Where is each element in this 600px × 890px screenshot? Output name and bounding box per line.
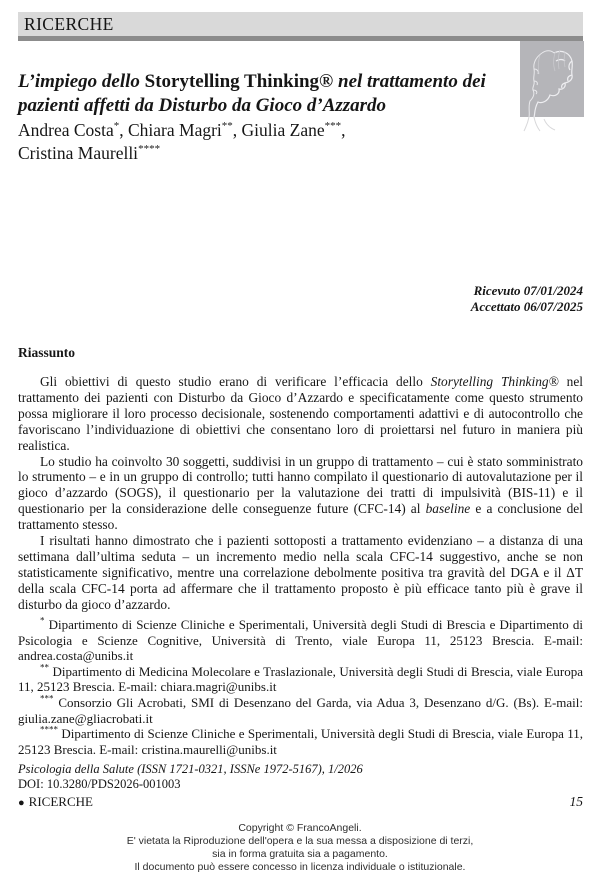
footnote-text: Dipartimento di Medicina Molecolare e Traslazionale, Università degli Studi di Brescia, viale Europa 11, 25123 Brescia. E-mail: chiara.magri@unibs.it [18, 663, 583, 695]
header-rule [18, 36, 583, 41]
footnote-text: Dipartimento di Scienze Cliniche e Sperimentali, Università degli Studi di Brescia, viale Europa 11, 25123 Brescia. E-mail: cristina.maurelli@unibs.it [18, 726, 583, 757]
affiliation-footnotes [18, 617, 583, 757]
footer-section-label: RICERCHE [28, 794, 93, 809]
author-name: Andrea Costa [18, 120, 114, 140]
footnote [18, 726, 583, 757]
bullet-icon: ● [18, 797, 25, 809]
abstract-text: I risultati hanno dimostrato che i pazienti sottoposti a trattamento evidenziano – a distanza di una settimana dall’ultima seduta – un incremento medio nella scala CFC-14 suggestivo, anche se non statisticamente significativo, mentre una correlazione debolmente positiva tra gravità del DGA e il ΔT della scala CFC-14 porta ad affermare che il trattamento proposto è più efficace tanto più è grave il disturbo da gioco d’azzardo. [18, 533, 583, 612]
footnote-mark: **** [40, 724, 58, 735]
journal-issn-line: Psicologia della Salute (ISSN 1721-0321, ISSNe 1972-5167), 1/2026 [18, 762, 363, 776]
footnote [18, 695, 583, 726]
author-name: Cristina Maurelli [18, 143, 139, 163]
footnote-mark: * [40, 615, 45, 626]
abstract-text: Lo studio ha coinvolto 30 soggetti, suddivisi in un gruppo di trattamento – cui è stato somministrato lo strumento – e in un gruppo di controllo; tutti hanno compilato il questionario di autovalutazione per il gioco d’azzardo (SOGS), il questionario per la valutazione dei tratti di impulsività (BIS-11) e il questionario per la considerazione delle conseguenze future (CFC-14) al [18, 453, 583, 517]
author-name: Giulia Zane [241, 120, 325, 140]
title-part-2: nel trattamento dei pazienti affetti da Disturbo da Gioco d’Azzardo [18, 70, 486, 116]
received-date: Ricevuto 07/01/2024 [473, 283, 583, 298]
author-separator: , [341, 120, 346, 140]
engraving-icon [520, 41, 584, 136]
footer-section [18, 794, 93, 810]
abstract-heading: Riassunto [18, 345, 76, 360]
abstract-body [18, 374, 583, 613]
profile-engraving-image [520, 41, 584, 136]
footnote-text: Dipartimento di Scienze Cliniche e Sperimentali, Università degli Studi di Brescia e Dipartimento di Psicologia e Scienze Cognitive, Università di Trento, viale Europa 11, 25123 Brescia. E-mail: andrea.costa@unibs.it [18, 617, 583, 664]
author-mark: ** [221, 120, 233, 133]
article-title [18, 70, 503, 118]
title-part-trademark: Storytelling Thinking® [144, 70, 334, 92]
page-footer [18, 794, 583, 810]
copyright-line: Copyright © FrancoAngeli. [238, 822, 362, 834]
italic-term: baseline [425, 501, 471, 517]
copyright-notice [0, 822, 600, 874]
copyright-line: Il documento può essere concesso in licenza individuale o istituzionale. [134, 861, 466, 873]
accepted-date: Accettato 06/07/2025 [470, 298, 583, 314]
author-name: Chiara Magri [128, 120, 222, 140]
footnote [18, 617, 583, 664]
page-number: 15 [569, 794, 583, 809]
abstract-text: nel trattamento dei pazienti con Disturbo da Gioco d’Azzardo e specificatamente come questo strumento possa migliorare il loro processo decisionale, sostenendo comportamenti adattivi e di autocontrollo che favoriscano l’individuazione di obiettivi che consentano loro di proiettarsi nel futuro in maniera più realistica. [18, 374, 583, 453]
copyright-line: sia in forma gratuita sia a pagamento. [212, 848, 388, 860]
doi-line: DOI: 10.3280/PDS2026-001003 [18, 777, 181, 791]
journal-info [18, 762, 583, 792]
footnote-mark: ** [40, 662, 49, 673]
abstract-text: Gli obiettivi di questo studio erano di verificare l’efficacia dello [40, 374, 431, 389]
author-mark: * [113, 120, 120, 133]
footnote-text: Consorzio Gli Acrobati, SMI di Desenzano del Garda, via Adua 3, Desenzano d/G. (Bs). E-mail: giulia.zane@gliacrobati.it [18, 694, 583, 726]
author-separator: , [232, 120, 242, 140]
author-list [18, 119, 488, 165]
abstract-paragraph [18, 454, 583, 534]
author-separator: , [119, 120, 128, 140]
section-label: RICERCHE [18, 12, 583, 36]
footnote [18, 664, 583, 695]
copyright-line: E' vietata la Riproduzione dell'opera e la sua messa a disposizione di terzi, [126, 835, 474, 847]
author-mark: **** [138, 143, 161, 156]
author-mark: *** [324, 120, 342, 133]
section-header [18, 12, 583, 41]
italic-term: Storytelling Thinking® [430, 374, 559, 389]
title-part-1: L’impiego dello [18, 70, 145, 92]
submission-dates [471, 283, 583, 314]
abstract-text: e a conclusione del trattamento stesso. [18, 501, 583, 533]
abstract-paragraph [18, 533, 583, 613]
footnote-mark: *** [40, 693, 54, 704]
abstract-paragraph [18, 374, 583, 454]
